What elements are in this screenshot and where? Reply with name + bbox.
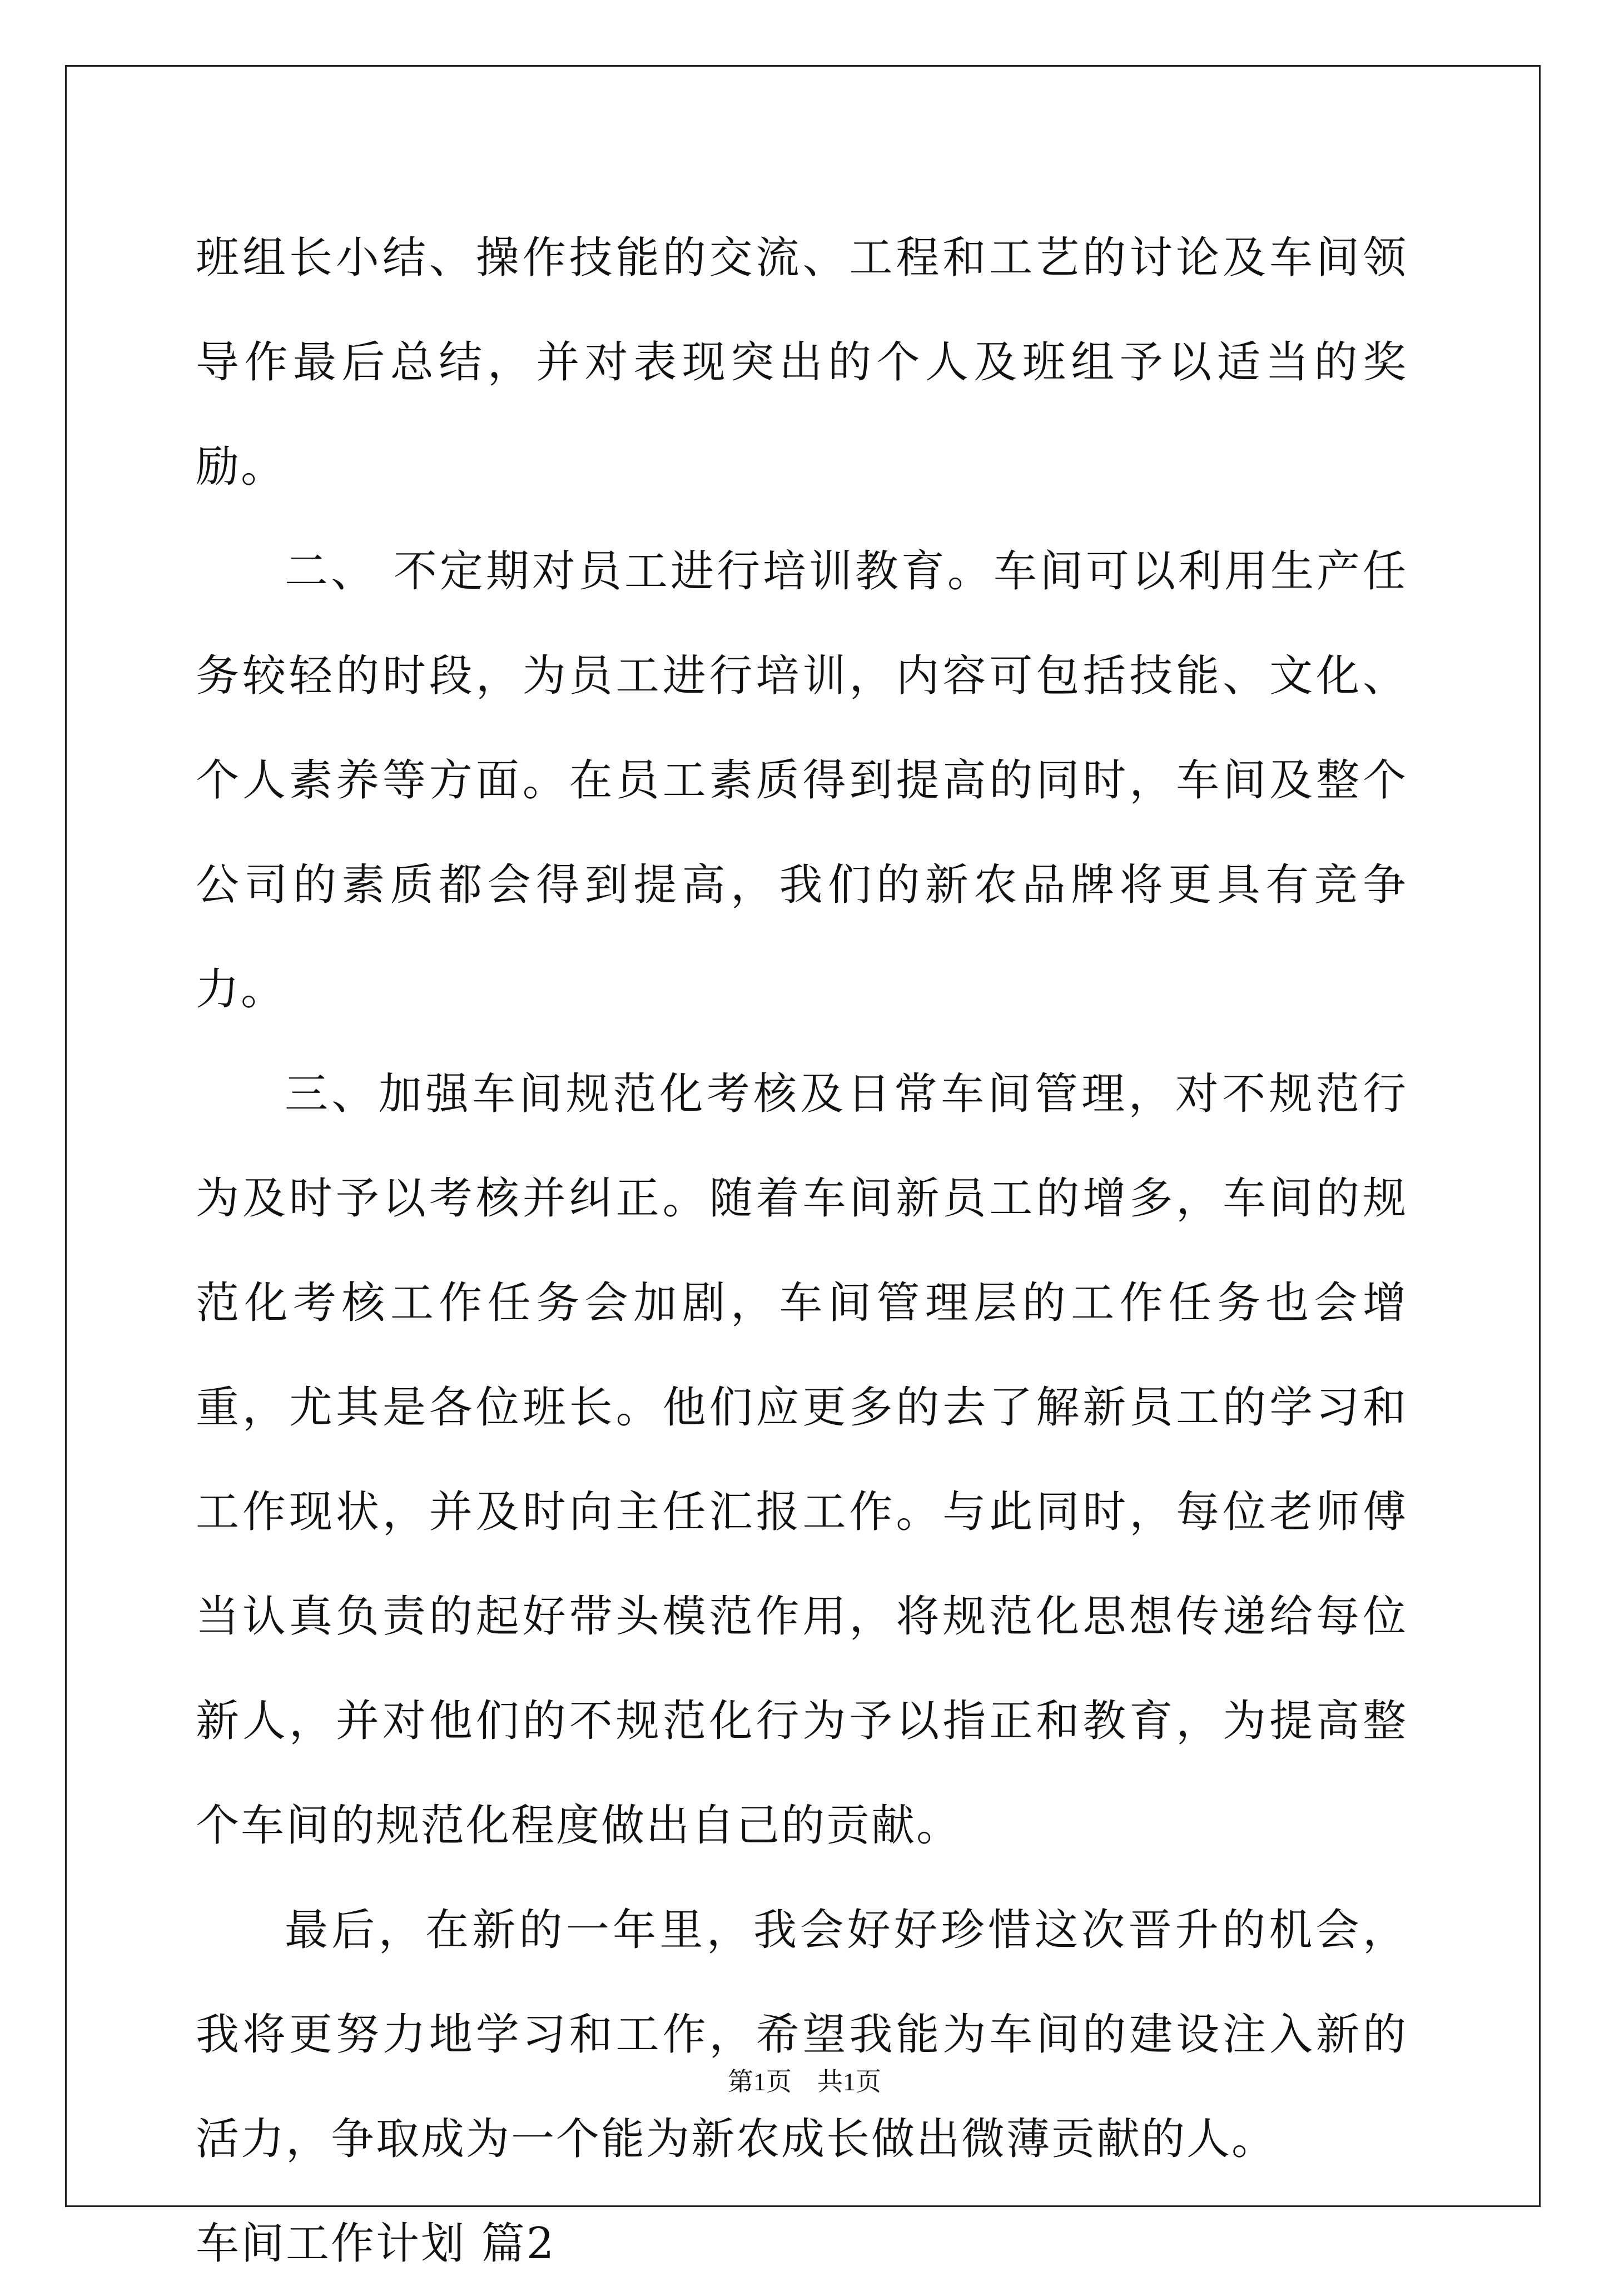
paragraph-continuation: 班组长小结、操作技能的交流、工程和工艺的讨论及车间领导作最后总结，并对表现突出的个人及班组予以适当的奖励。 bbox=[196, 233, 1408, 492]
paragraph-item-two: 二、 不定期对员工进行培训教育。车间可以利用生产任务较轻的时段，为员工进行培训，内容可包括技能、文化、个人素养等方面。在员工素质得到提高的同时，车间及整个公司的素质都会得到提高，我们的新农品牌将更具有竞争力。 bbox=[196, 546, 1408, 1015]
paragraph-item-three: 三、加强车间规范化考核及日常车间管理，对不规范行为及时予以考核并纠正。随着车间新员工的增多，车间的规范化考核工作任务会加剧，车间管理层的工作任务也会增重，尤其是各位班长。他们应更多的去了解新员工的学习和工作现状，并及时向主任汇报工作。与此同时，每位老师傅当认真负责的起好带头模范作用，将规范化思想传递给每位新人，并对他们的不规范化行为予以指正和教育，为提高整个车间的规范化程度做出自己的贡献。 bbox=[196, 1069, 1408, 1851]
page-footer: 第1页 共1页 bbox=[728, 2068, 881, 2096]
paragraph-conclusion: 最后，在新的一年里，我会好好珍惜这次晋升的机会，我将更努力地学习和工作，希望我能为车间的建设注入新的活力，争取成为一个能为新农成长做出微薄贡献的人。 bbox=[196, 1905, 1408, 2164]
document-body bbox=[196, 206, 1408, 2296]
section-heading: 车间工作计划 篇2 bbox=[196, 2219, 556, 2269]
